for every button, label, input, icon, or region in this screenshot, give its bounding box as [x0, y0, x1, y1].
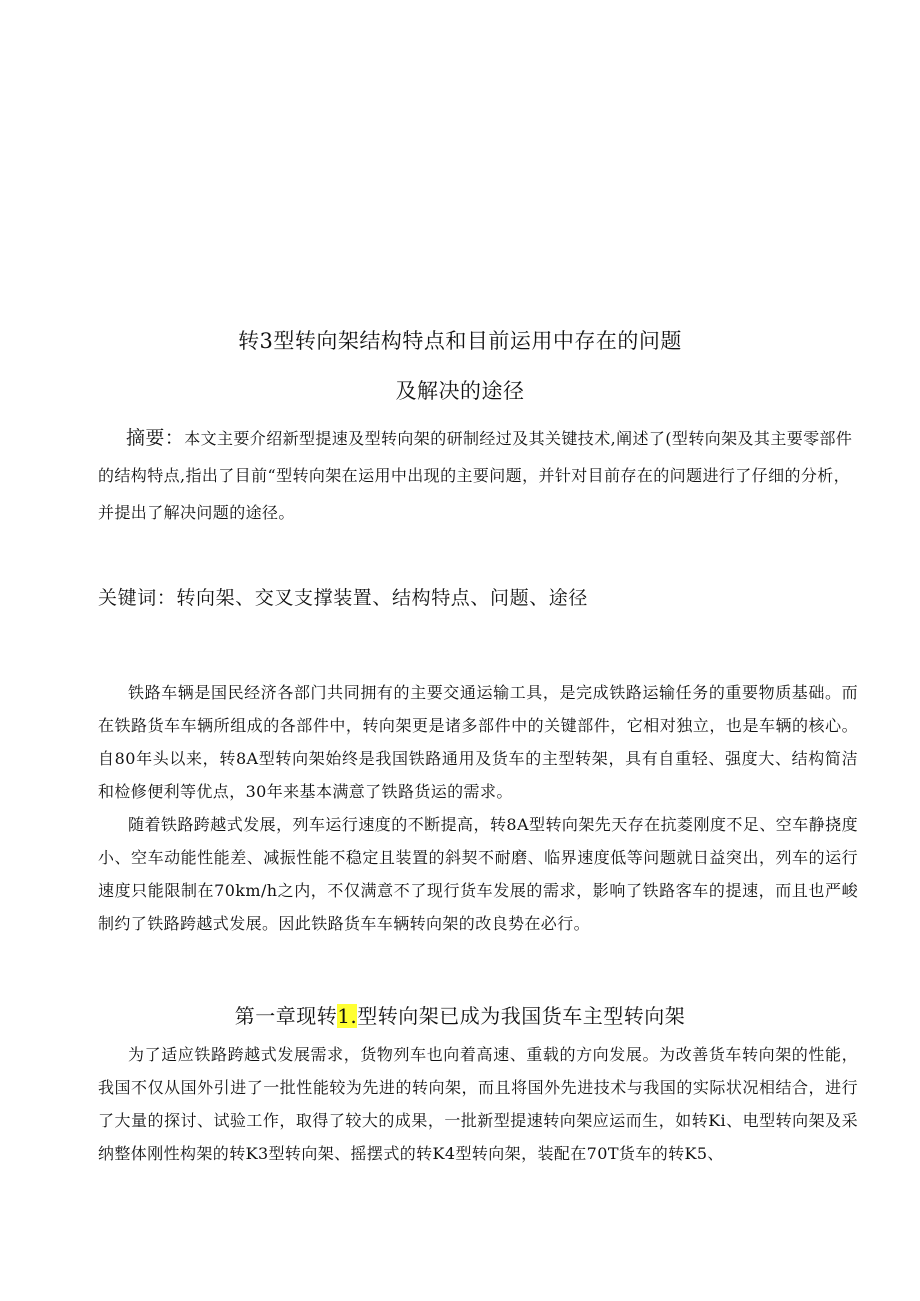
paragraph: 为了适应铁路跨越式发展需求，货物列车也向着高速、重载的方向发展。为改善货车转向架的性能，我国不仅从国外引进了一批性能较为先进的转向架，而且将国外先进技术与我国的实际状况相结合，进行了大量的探讨、试验工作，取得了较大的成果，一批新型提速转向架应运而生，如转Ki、电型转向架及采纳整体刚性构架的转K3型转向架、摇摆式的转K4型转向架，装配在70T货车的转K5、 — [98, 1045, 858, 1163]
chapter-heading-prefix: 第一章现转 — [234, 1004, 338, 1028]
paragraph: 铁路车辆是国民经济各部门共同拥有的主要交通运输工具，是完成铁路运输任务的重要物质基础。而在铁路货车车辆所组成的各部件中，转向架更是诸多部件中的关键部件，它相对独立，也是车辆的核心。自80年头以来，转8A型转向架始终是我国铁路通用及货车的主型转架，具有自重轻、强度大、结构简洁和检修便利等优点，30年来基本满意了铁路货运的需求。 — [98, 683, 858, 801]
chapter-section — [98, 1038, 858, 1170]
paragraph: 随着铁路跨越式发展，列车运行速度的不断提高，转8A型转向架先天存在抗菱刚度不足、空车静挠度小、空车动能性能差、减振性能不稳定且装置的斜契不耐磨、临界速度低等问题就日益突出，列车的运行速度只能限制在70km/h之内，不仅满意不了现行货车发展的需求，影响了铁路客车的提速，而且也严峻制约了铁路跨越式发展。因此铁路货车车辆转向架的改良势在必行。 — [98, 815, 858, 933]
intro-section — [98, 676, 858, 940]
abstract — [98, 420, 858, 531]
chapter-heading — [0, 1000, 920, 1029]
highlighted-text: 1. — [337, 1004, 358, 1028]
keywords-line: 关键词：转向架、交叉支撑装置、结构特点、问题、途径 — [98, 587, 589, 609]
document-title-line-2: 及解决的途径 — [395, 379, 525, 403]
abstract-label: 摘要： — [126, 427, 185, 449]
document-title-line-1: 转3型转向架结构特点和目前运用中存在的问题 — [238, 329, 682, 353]
abstract-text: 本文主要介绍新型提速及型转向架的研制经过及其关键技术,阐述了(型转向架及其主要零部件的结构特点,指出了目前“型转向架在运用中出现的主要问题，并针对目前存在的问题进行了仔细的分析，并提出了解决问题的途径。 — [98, 429, 853, 522]
chapter-heading-suffix: 型转向架已成为我国货车主型转向架 — [357, 1004, 686, 1028]
